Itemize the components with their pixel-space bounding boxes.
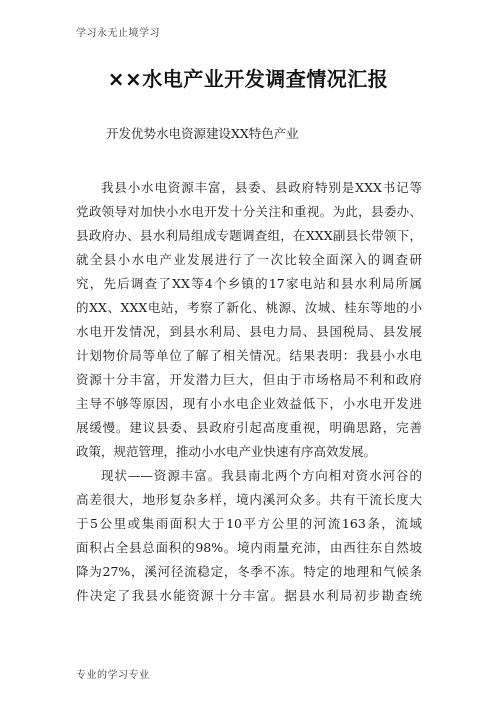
text-line: 我县小水电资源丰富，县委、县政府特别是XXX书记等	[101, 180, 422, 195]
text-line: 水电开发情况，到县水利局、县电力局、县国税局、县发展	[76, 324, 422, 339]
text-line: 主导不够等原因，现有小水电企业效益低下，小水电开发进	[76, 396, 422, 411]
text-line: 政策，规范管理，推动小水电产业快速有序高效发展。	[76, 444, 377, 459]
text-line: 县政府办、县水利局组成专题调查组，在XXX副县长带领下，	[76, 228, 422, 243]
text-line: 究，先后调查了XX等4个乡镇的17家电站和县水利局所属	[76, 276, 422, 291]
text-line: 的XX、XXX电站，考察了新化、桃源、汝城、桂东等地的小	[76, 300, 422, 315]
document-title: ××水电产业开发调查情况汇报	[107, 67, 389, 91]
text-line: 降为27%，溪河径流稳定，冬季不冻。特定的地理和气候条	[76, 564, 422, 579]
paragraph-1	[76, 176, 422, 464]
document-subtitle: 开发优势水电资源建设XX特色产业	[106, 126, 299, 141]
header-note: 学习永无止境学习	[76, 28, 160, 39]
text-line: 于5公里或集雨面积大于10平方公里的河流163条，流域	[76, 516, 422, 531]
text-line: 件决定了我县水能资源十分丰富。据县水利局初步勘查统	[76, 588, 422, 603]
text-line: 就全县小水电产业发展进行了一次比较全面深入的调查研	[76, 252, 422, 267]
text-line: 资源十分丰富，开发潜力巨大，但由于市场格局不利和政府	[76, 372, 422, 387]
text-line: 展缓慢。建议县委、县政府引起高度重视，明确思路，完善	[76, 420, 422, 435]
text-line: 党政领导对加快小水电开发十分关注和重视。为此，县委办、	[76, 204, 422, 219]
paragraph-2	[76, 464, 422, 608]
footer-note: 专业的学习专业	[76, 670, 150, 681]
document-body	[76, 176, 422, 608]
text-line: 现状——资源丰富。我县南北两个方向相对资水河谷的	[101, 468, 422, 483]
text-line: 面积占全县总面积的98%。境内雨量充沛，由西往东自然坡	[76, 540, 422, 555]
text-line: 计划物价局等单位了解了相关情况。结果表明：我县小水电	[76, 348, 422, 363]
text-line: 高差很大，地形复杂多样，境内溪河众多。共有干流长度大	[76, 492, 422, 507]
